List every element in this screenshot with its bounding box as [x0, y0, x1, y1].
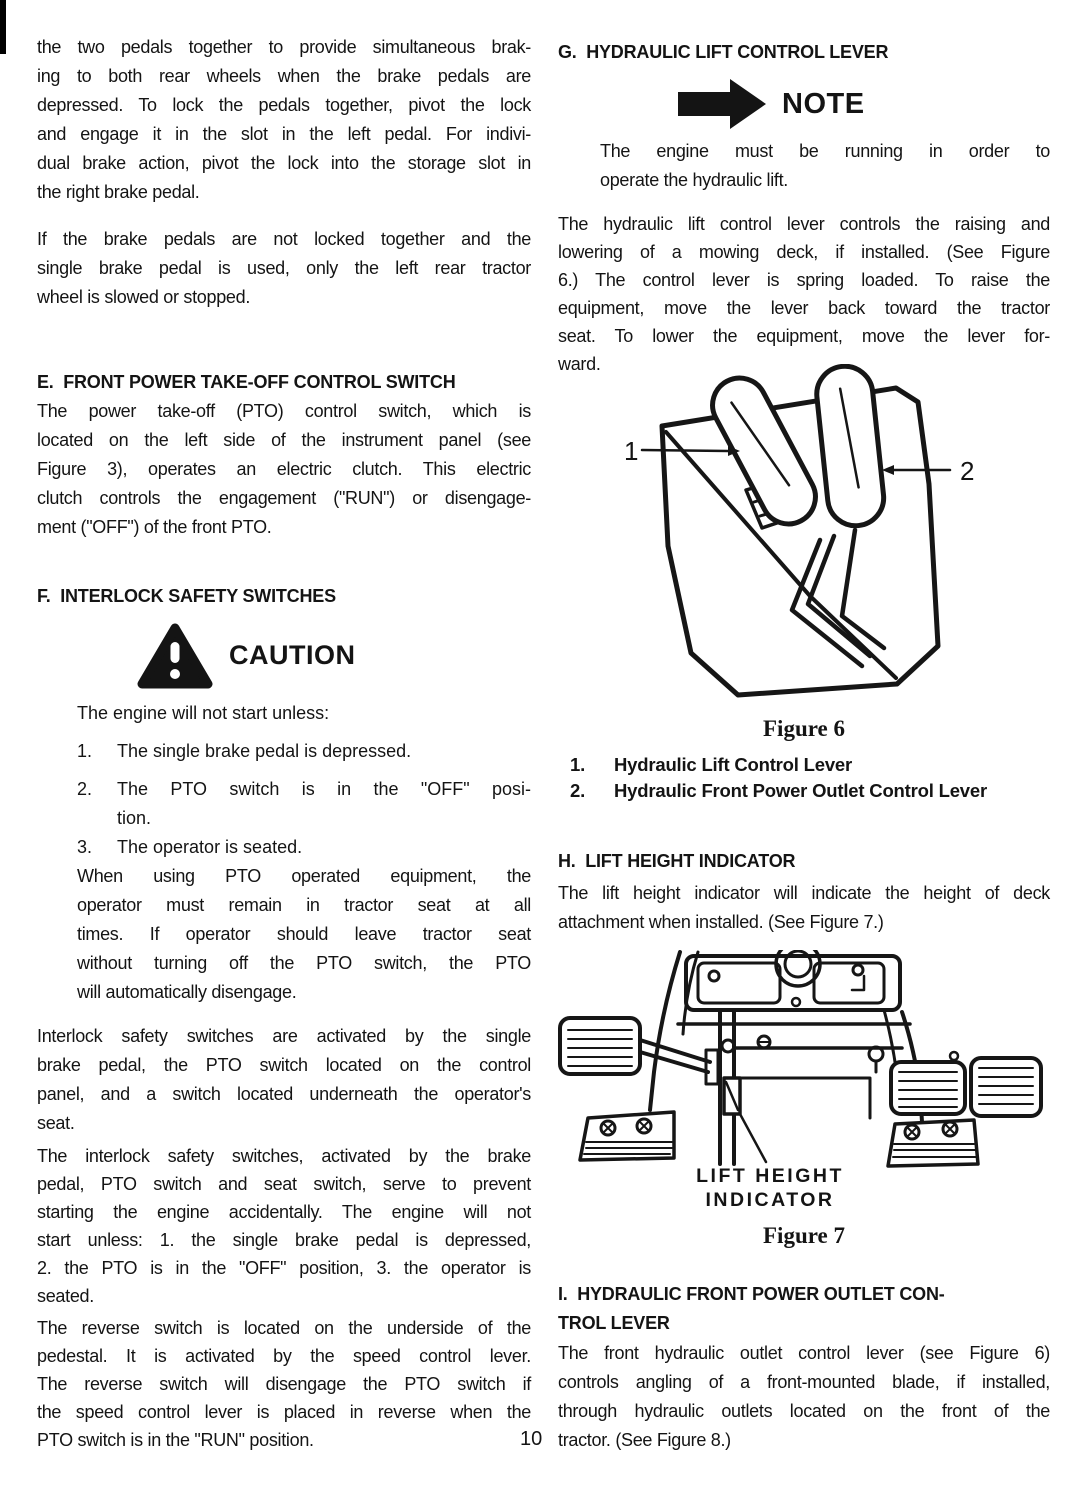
figure-6-callout-2: 2: [960, 456, 975, 486]
text-line: tractor. (See Figure 8.): [558, 1430, 731, 1450]
text-line: times. If operator should leave tractor seat: [77, 924, 531, 944]
paragraph-lift-height: [558, 879, 1050, 937]
list-item: [77, 737, 531, 766]
text-line: wheel is slowed or stopped.: [37, 287, 251, 307]
text-line: I. HYDRAULIC FRONT POWER OUTLET CON-: [558, 1284, 945, 1304]
section-g-heading: G. HYDRAULIC LIFT CONTROL LEVER: [558, 42, 889, 62]
legend-number: 2.: [570, 780, 586, 801]
figure-7-caption: Figure 7: [763, 1223, 845, 1248]
lift-height-label-line1: LIFT HEIGHT: [696, 1165, 844, 1187]
text-line: starting the engine accidentally. The engine will not: [37, 1202, 531, 1222]
text-line: single brake pedal is used, only the left rear tractor: [37, 258, 531, 278]
text-line: through hydraulic outlets located on the front of the: [558, 1401, 1050, 1421]
text-line: The hydraulic lift control lever controls the raising and: [558, 214, 1050, 234]
paragraph-interlock-activation: [37, 1022, 531, 1138]
figure-6-caption: Figure 6: [763, 716, 845, 741]
text-line: ward.: [558, 354, 601, 374]
text-line: The reverse switch is located on the underside of the: [37, 1318, 531, 1338]
section-f-heading: F. INTERLOCK SAFETY SWITCHES: [37, 586, 336, 606]
paragraph-reverse-switch: [37, 1314, 531, 1454]
figure-7-drawing: [558, 950, 1048, 1215]
text-line: seated.: [37, 1286, 94, 1306]
text-line: If the brake pedals are not locked together and the: [37, 229, 531, 249]
interlock-conditions-list: [77, 737, 531, 862]
text-line: The interlock safety switches, activated by the brake: [37, 1146, 531, 1166]
text-line: When using PTO operated equipment, the: [77, 866, 531, 886]
text-line: without turning off the PTO switch, the PTO: [77, 953, 531, 973]
legend-text: Hydraulic Lift Control Lever: [614, 754, 853, 775]
text-line: The lift height indicator will indicate the height of deck: [558, 883, 1050, 903]
text-line: located on the left side of the instrument panel (see: [37, 430, 531, 450]
text-line: start unless: 1. the single brake pedal is depressed,: [37, 1230, 531, 1250]
text-line: lowering of a mowing deck, if installed. (See Figure: [558, 242, 1050, 262]
text-line: The engine must be running in order to: [600, 141, 1050, 161]
paragraph-single-brake: [37, 225, 531, 312]
figure-6-illustration: [598, 364, 1050, 712]
legend-item: [570, 752, 1050, 778]
text-line: pedal, PTO switch and seat switch, serve to prevent: [37, 1174, 531, 1194]
list-item: [77, 833, 531, 862]
text-line: 6.) The control lever is spring loaded. To raise the: [558, 270, 1050, 290]
text-line: seat.: [37, 1113, 75, 1133]
caution-banner: [137, 619, 531, 691]
left-column: [37, 0, 531, 1454]
legend-number: 1.: [570, 754, 586, 775]
console-body: [662, 388, 938, 695]
text-line: The reverse switch will disengage the PTO switch if: [37, 1374, 531, 1394]
caution-warning-icon: [137, 620, 213, 690]
section-e-heading: E. FRONT POWER TAKE-OFF CONTROL SWITCH: [37, 372, 456, 392]
text-line: The PTO switch is in the "OFF" posi-: [117, 779, 531, 799]
pedal-arm: [640, 1040, 710, 1072]
text-line: 2. the PTO is in the "OFF" position, 3. the operator is: [37, 1258, 531, 1278]
text-line: The power take-off (PTO) control switch, which is: [37, 401, 531, 421]
text-line: Figure 3), operates an electric clutch. This electric: [37, 459, 531, 479]
engine-start-line: The engine will not start unless:: [77, 703, 330, 723]
text-line: the speed control lever is placed in reverse when the: [37, 1402, 531, 1422]
text-line: PTO switch is in the "RUN" position.: [37, 1430, 314, 1450]
text-line: controls angling of a front-mounted blade, if installed,: [558, 1372, 1050, 1392]
note-text-body: [600, 137, 1050, 195]
figure-6-callout-1: 1: [624, 436, 639, 466]
figure-6-drawing: [598, 364, 1048, 712]
paragraph-pto-switch: [37, 397, 531, 542]
section-h-heading: H. LIFT HEIGHT INDICATOR: [558, 851, 796, 871]
text-line: seat. To lower the equipment, move the lever for-: [558, 326, 1050, 346]
text-line: attachment when installed. (See Figure 7.): [558, 912, 884, 932]
figure-6-legend: [570, 752, 1050, 804]
text-line: pedestal. It is activated by the speed control lever.: [37, 1346, 531, 1366]
paragraph-front-outlet: [558, 1339, 1050, 1455]
list-item-text: [117, 775, 531, 833]
text-line: clutch controls the engagement ("RUN") or disengage-: [37, 488, 531, 508]
left-fender-line: [650, 952, 680, 1110]
text-line: equipment, move the lever back toward the tractor: [558, 298, 1050, 318]
text-line: TROL LEVER: [558, 1313, 670, 1333]
text-line: operator must remain in tractor seat at all: [77, 895, 531, 915]
leader-line-1: [642, 450, 728, 451]
exclamation-dot: [170, 669, 180, 679]
note-banner: [676, 76, 1050, 132]
page-number: 10: [520, 1428, 543, 1450]
text-line: the two pedals together to provide simultaneous brak-: [37, 37, 531, 57]
scan-artifact-mark: [0, 0, 6, 54]
legend-text: Hydraulic Front Power Outlet Control Lever: [614, 780, 987, 801]
text-line: The single brake pedal is depressed.: [117, 741, 412, 761]
text-line: Interlock safety switches are activated by the single: [37, 1026, 531, 1046]
list-item-text: [117, 737, 531, 766]
section-i-heading: [558, 1280, 1050, 1338]
text-line: dual brake action, pivot the lock into the storage slot in: [37, 153, 531, 173]
text-line: ing to both rear wheels when the brake pedals are: [37, 66, 531, 86]
text-line: ment ("OFF") of the front PTO.: [37, 517, 272, 537]
text-line: operate the hydraulic lift.: [600, 170, 789, 190]
figure-7-illustration: [558, 950, 1050, 1215]
text-line: will automatically disengage.: [77, 982, 297, 1002]
text-line: depressed. To lock the pedals together, pivot the lock: [37, 95, 531, 115]
paragraph-brake-pedals: [37, 33, 531, 207]
exclamation-bar: [171, 642, 180, 663]
list-item-text: [117, 833, 531, 862]
note-arrow-icon: [676, 77, 768, 131]
right-column: [558, 0, 1050, 1455]
indicator-leader-line: [740, 1114, 766, 1162]
text-line: the right brake pedal.: [37, 182, 200, 202]
paragraph-pto-equipment: [77, 862, 531, 1007]
text-line: and engage it in the slot in the left pedal. For indivi-: [37, 124, 531, 144]
text-line: The operator is seated.: [117, 837, 303, 857]
paragraph-hydraulic-lift: [558, 210, 1050, 378]
paragraph-interlock-function: [37, 1142, 531, 1310]
list-item: [77, 775, 531, 833]
list-item-number: 3.: [77, 837, 93, 857]
legend-item: [570, 778, 1050, 804]
text-line: panel, and a switch located underneath the operator's: [37, 1084, 531, 1104]
text-line: brake pedal, the PTO switch located on the control: [37, 1055, 531, 1075]
text-line: The front hydraulic outlet control lever (see Figure 6): [558, 1343, 1050, 1363]
lift-height-label-line2: INDICATOR: [705, 1189, 835, 1211]
list-item-number: 2.: [77, 779, 93, 799]
text-line: tion.: [117, 808, 152, 828]
caution-label: CAUTION: [229, 639, 356, 670]
list-item-number: 1.: [77, 741, 93, 761]
note-label: NOTE: [782, 87, 865, 120]
left-floor-platform: [580, 1112, 674, 1160]
